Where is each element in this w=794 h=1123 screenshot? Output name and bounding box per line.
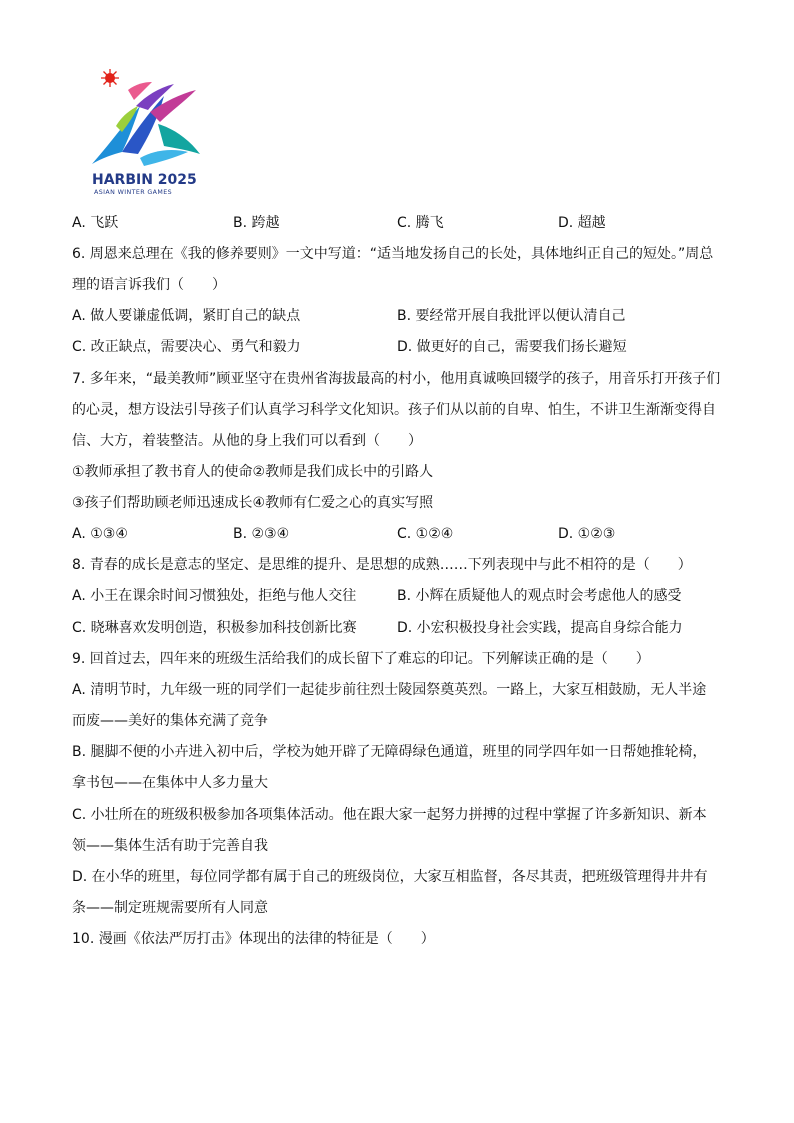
q7-option-c: C. ①②④ (397, 526, 454, 542)
q6-stem-line-2: 理的语言诉我们（ ） (72, 277, 226, 293)
q8-option-a: A. 小王在课余时间习惯独处，拒绝与他人交往 (72, 588, 357, 604)
logo-main-text: HARBIN 2025 (92, 172, 197, 188)
q7-stem-line-1: 7. 多年来，“最美教师”顾亚坚守在贵州省海拔最高的村小，他用真诚唤回辍学的孩子，用音乐打开孩子们 (72, 371, 721, 387)
q9-option-b-line-2: 拿书包——在集体中人多力量大 (72, 775, 268, 791)
q8-option-c: C. 晓琳喜欢发明创造，积极参加科技创新比赛 (72, 620, 357, 636)
q6-option-c: C. 改正缺点，需要决心、勇气和毅力 (72, 339, 301, 355)
star-burst-icon (101, 69, 119, 87)
q7-statement-line-1: ①教师承担了教书育人的使命②教师是我们成长中的引路人 (72, 464, 434, 480)
q6-stem-line-1: 6. 周恩来总理在《我的修养要则》一文中写道：“适当地发扬自己的长处，具体地纠正自己的短处。”周总 (72, 246, 714, 262)
q9-option-d-line-2: 条——制定班规需要所有人同意 (72, 900, 268, 916)
q7-option-d: D. ①②③ (558, 526, 616, 542)
q9-option-c-line-1: C. 小壮所在的班级积极参加各项集体活动。他在跟大家一起努力拼搏的过程中掌握了许多新知识、新本 (72, 807, 707, 823)
asian-winter-games-emblem (88, 66, 208, 198)
q9-option-c-line-2: 领——集体生活有助于完善自我 (72, 838, 268, 854)
q5-option-c: C. 腾飞 (397, 215, 444, 231)
q9-option-d-line-1: D. 在小华的班里，每位同学都有属于自己的班级岗位，大家互相监督，各尽其责，把班级管理得井井有 (72, 869, 708, 885)
logo-sub-text: ASIAN WINTER GAMES (94, 189, 172, 196)
q5-option-d: D. 超越 (558, 215, 606, 231)
q7-stem-line-3: 信、大方，着装整洁。从他的身上我们可以看到（ ） (72, 433, 422, 449)
q9-option-a-line-1: A. 清明节时，九年级一班的同学们一起徒步前往烈士陵园祭奠英烈。一路上，大家互相鼓励，无人半途 (72, 682, 707, 698)
q7-statement-line-2: ③孩子们帮助顾老师迅速成长④教师有仁爱之心的真实写照 (72, 495, 434, 511)
q9-option-a-line-2: 而废——美好的集体充满了竞争 (72, 713, 268, 729)
q6-option-b: B. 要经常开展自我批评以便认清自己 (397, 308, 626, 324)
q7-option-a: A. ①③④ (72, 526, 128, 542)
q8-stem-line-1: 8. 青春的成长是意志的坚定、是思维的提升、是思想的成熟……下列表现中与此不相符的是（ ） (72, 557, 692, 573)
q6-option-d: D. 做更好的自己，需要我们扬长避短 (397, 339, 627, 355)
q9-option-b-line-1: B. 腿脚不便的小卉进入初中后，学校为她开辟了无障碍绿色通道，班里的同学四年如一日帮她推轮椅， (72, 744, 707, 760)
harbin-2025-logo (88, 66, 208, 198)
q5-option-b: B. 跨越 (233, 215, 280, 231)
q7-stem-line-2: 的心灵，想方设法引导孩子们认真学习科学文化知识。孩子们从以前的自卑、怕生，不讲卫生渐渐变得自 (72, 402, 716, 418)
q7-option-b: B. ②③④ (233, 526, 290, 542)
q10-stem-line-1: 10. 漫画《依法严厉打击》体现出的法律的特征是（ ） (72, 931, 435, 947)
q8-option-d: D. 小宏积极投身社会实践，提高自身综合能力 (397, 620, 683, 636)
q8-option-b: B. 小辉在质疑他人的观点时会考虑他人的感受 (397, 588, 682, 604)
q5-option-a: A. 飞跃 (72, 215, 119, 231)
q6-option-a: A. 做人要谦虚低调，紧盯自己的缺点 (72, 308, 301, 324)
q9-stem-line-1: 9. 回首过去，四年来的班级生活给我们的成长留下了难忘的印记。下列解读正确的是（ ） (72, 651, 650, 667)
